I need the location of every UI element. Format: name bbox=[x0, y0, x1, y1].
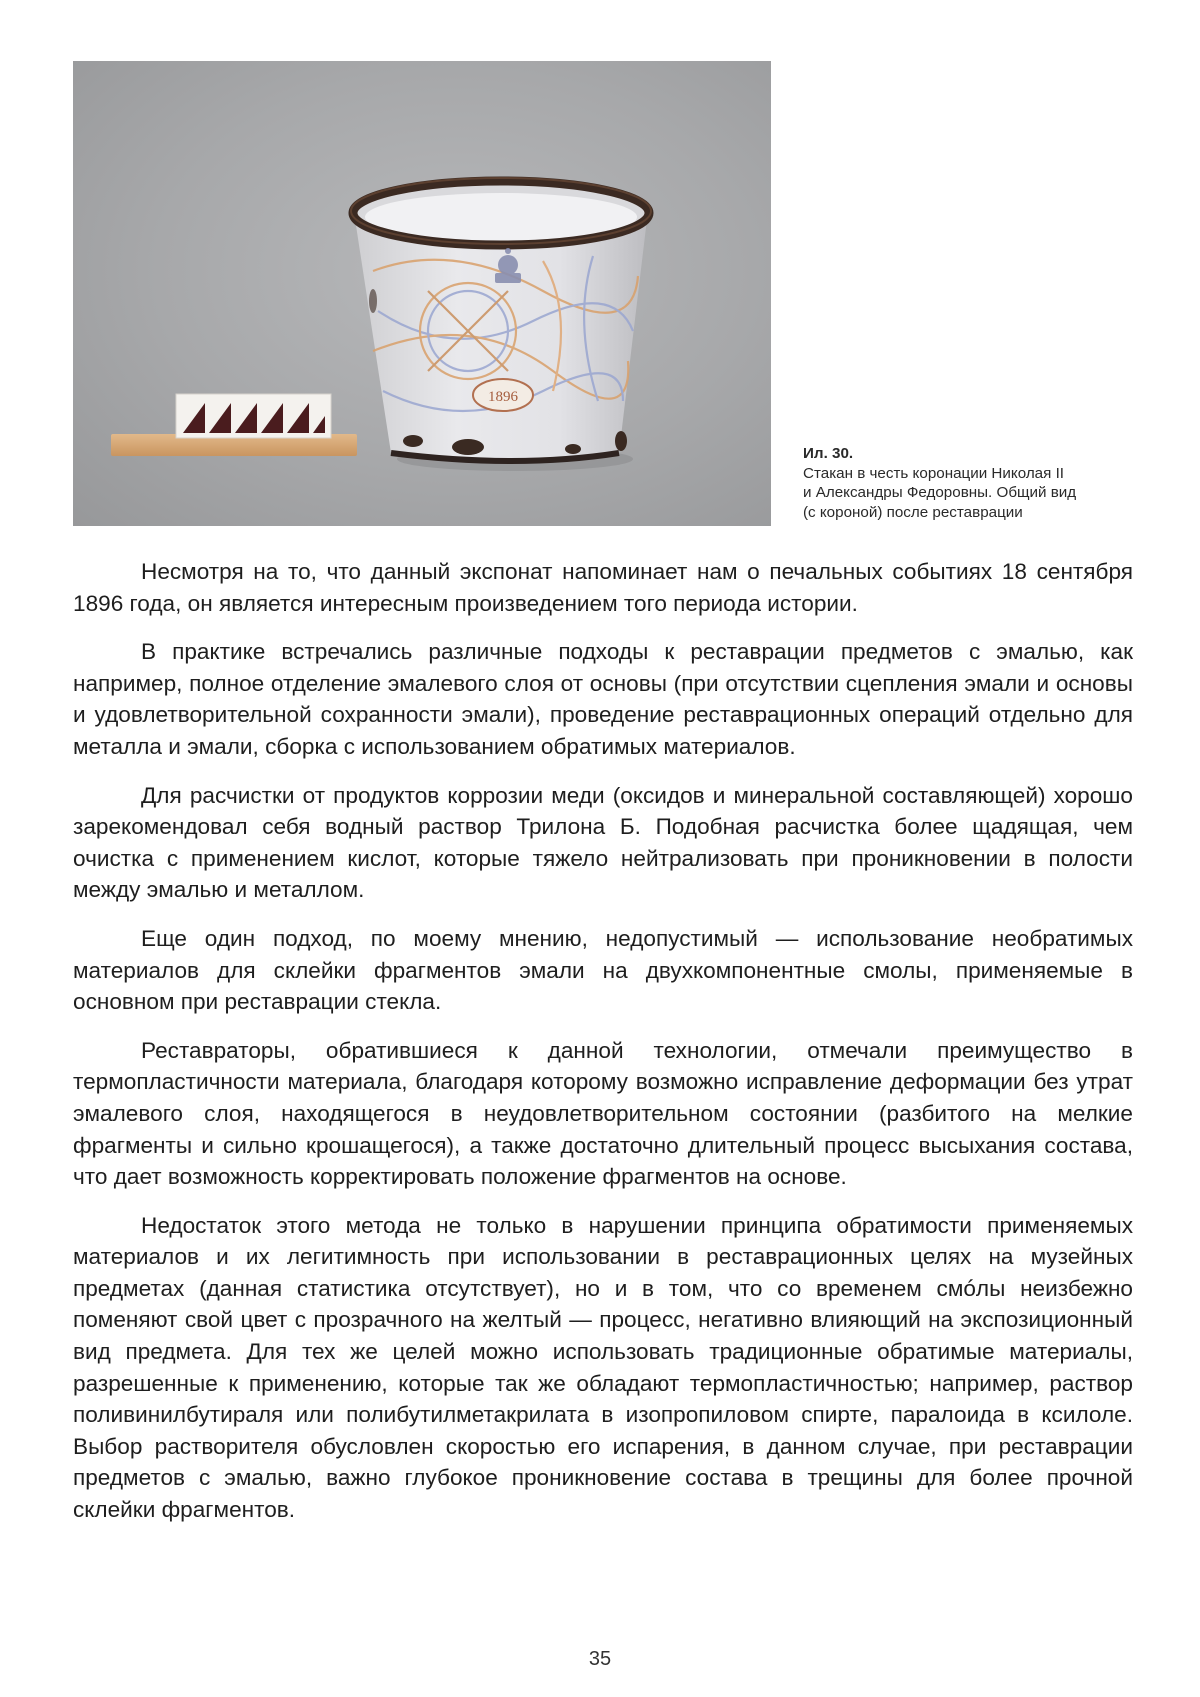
caption-line: (с короной) после реставрации bbox=[803, 503, 1023, 521]
figure-label: Ил. 30. bbox=[803, 445, 854, 462]
page-number: 35 bbox=[588, 1648, 612, 1670]
scale-ruler bbox=[111, 394, 357, 456]
cup-stamp-text: 1896 bbox=[488, 389, 518, 405]
figure-caption bbox=[803, 444, 1133, 522]
caption-line: Стакан в честь коронации Николая II bbox=[803, 464, 1065, 482]
cup-photo-drawing bbox=[73, 61, 771, 526]
paragraph: Еще один подход, по моему мнению, недопустимый — использование необратимых материалов для склейки фрагментов эмали на двухкомпонентные смолы, применяемые в основном при реставрации стекла. bbox=[73, 925, 1133, 1015]
paragraph: Несмотря на то, что данный экспонат напоминает нам о печальных событиях 18 сентября 1896 года, он является интересным произведением того периода истории. bbox=[73, 559, 1133, 616]
paragraph: Реставраторы, обратившиеся к данной технологии, отмечали преимущество в термопластичности материала, благодаря которому возможно исправление деформации без утрат эмалевого слоя, находящегося в неудовлетворительном состоянии (разбитого на мелкие фрагменты и сильно крошащегося), а также достаточно длительный процесс высыхания состава, что дает возможность корректировать положение фрагментов на основе. bbox=[73, 1037, 1133, 1190]
paragraph: В практике встречались различные подходы к реставрации предметов с эмалью, как например, полное отделение эмалевого слоя от основы (при отсутствии сцепления эмали и основы и удовлетворительной сохранности эмали), проведение реставрационных операций отдельно для металла и эмали, сборка с использованием обратимых материалов. bbox=[73, 639, 1133, 759]
body-text bbox=[73, 556, 1133, 1543]
enamel-cup bbox=[351, 178, 651, 461]
caption-line: и Александры Федоровны. Общий вид bbox=[803, 484, 1077, 501]
paragraph: Недостаток этого метода не только в нарушении принципа обратимости применяемых материалов и их легитимность при использовании в реставрационных целях на музейных предметах (данная статистика отсутствует), но и в том, что со временем смóлы неизбежно поменяют свой цвет с прозрачного на желтый — процесс, негативно влияющий на экспозиционный вид предмета. Для тех же целей можно использовать традиционные обратимые материалы, разрешенные к применению, которые так же обладают термопластичностью; например, раствор поливинилбутираля или полибутилметакрилата в изопропиловом спирте, паралоида в ксилоле. Выбор растворителя обусловлен скоростью его испарения, в данном случае, при реставрации предметов с эмалью, важно глубокое проникновение состава в трещины для более прочной склейки фрагментов. bbox=[73, 1212, 1133, 1523]
cup-photo bbox=[73, 61, 771, 526]
paragraph: Для расчистки от продуктов коррозии меди (оксидов и минеральной составляющей) хорошо зарекомендовал себя водный раствор Трилона Б. Подобная расчистка более щадящая, чем очистка с применением кислот, которые тяжело нейтрализовать при проникновении в полости между эмалью и металлом. bbox=[73, 782, 1133, 903]
